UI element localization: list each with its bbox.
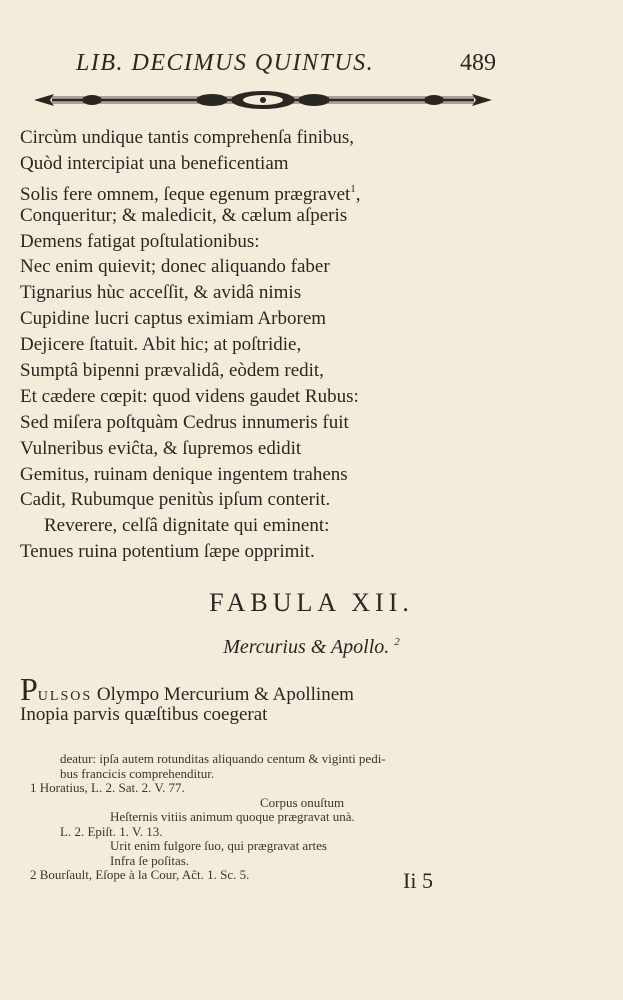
poem-line: Quòd intercipiat una beneficentiam (20, 152, 289, 174)
footnote-line: bus francicis comprehenditur. (60, 765, 215, 781)
fable-line-text: Olympo Mercurium & Apollinem (92, 684, 354, 705)
poem-line: Circùm undique tantis comprehenſa finibus, (20, 127, 355, 148)
poem-line: Reverere, celſâ dignitate qui eminent: (44, 515, 330, 537)
footnote-line: Urit enim fulgore ſuo, qui prægravat artes (110, 838, 327, 853)
poem-line: Cupidine lucri captus eximiam Arborem (20, 308, 327, 330)
poem-line: Dejicere ſtatuit. Abit hic; at poſtridie, (20, 334, 302, 356)
ornament-rule-icon (32, 88, 494, 112)
poem-line: Solis fere omnem, ſeque egenum prægravet$^1$, (20, 182, 361, 205)
poem-line: Conqueritur; & maledicit, & cælum aſperis (20, 204, 348, 226)
fable-line (20, 671, 460, 707)
poem-line: Nec enim quievit; donec aliquando faber (20, 256, 330, 278)
running-head: LIB. DECIMUS QUINTUS. (76, 50, 375, 76)
footnote-line: L. 2. Epiſt. 1. V. 13. (60, 823, 163, 839)
footnotes (30, 752, 490, 883)
footnote-line: 1 Horatius, L. 2. Sat. 2. V. 77. (30, 780, 185, 795)
page-number: 489 (460, 50, 496, 76)
small-caps-word: ULSOS (37, 689, 93, 704)
poem-line: Vulneribus eviĉta, & ſupremos edidit (20, 437, 302, 459)
drop-cap: P (20, 671, 38, 707)
footnote-line: 2 Bourſault, Eſope à la Cour, Aĉt. 1. Sc. 5. (30, 867, 250, 882)
poem-line: Sed miſera poſtquàm Cedrus innumeris fuit (20, 411, 349, 433)
footnote-line: Corpus onuſtum (260, 794, 345, 810)
fable-line: Inopia parvis quæſtibus coegerat (20, 703, 268, 725)
poem-line: Sumptâ bipenni prævalidâ, eòdem redit, (20, 360, 324, 382)
fable-subtitle (0, 636, 623, 659)
footnote-line: Heſternis vitiis animum quoque prægravat unà. (110, 809, 355, 824)
footnote-mark: 1 (350, 182, 356, 195)
poem-line: Tenues ruina potentium ſæpe opprimit. (20, 541, 315, 563)
poem-text (20, 125, 460, 565)
fable-title: FABULA XII. (209, 588, 414, 617)
subtitle-note-mark: 2 (394, 636, 400, 648)
poem-line: Cadit, Rubumque penitùs ipſum conterit. (20, 489, 331, 511)
poem-line: Tignarius hùc acceſſit, & avidâ nimis (20, 282, 302, 304)
poem-line: Gemitus, ruinam denique ingentem trahens (20, 463, 348, 485)
fable-body (20, 671, 460, 728)
poem-line-text: Solis fere omnem, ſeque egenum prægravet (20, 183, 351, 205)
poem-line: Et cædere cœpit: quod videns gaudet Rubus: (20, 385, 359, 407)
fable-subtitle-text: Mercurius & Apollo. (223, 636, 390, 658)
catchword: Ii 5 (403, 868, 433, 893)
poem-line: Demens fatigat poſtulationibus: (20, 230, 260, 252)
footnote-line: deatur: ipſa autem rotunditas aliquando centum & viginti pedi- (60, 751, 386, 766)
footnote-line: Infra ſe poſitas. (110, 852, 190, 868)
page-header (0, 50, 623, 84)
